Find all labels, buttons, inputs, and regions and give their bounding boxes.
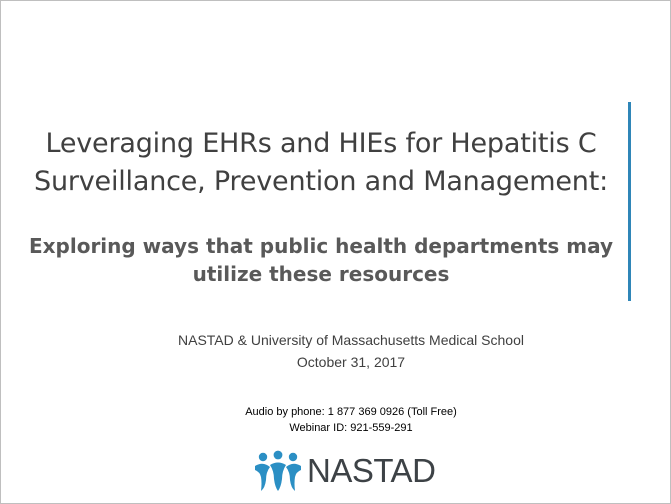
- people-group-icon: [253, 450, 303, 492]
- presentation-date: October 31, 2017: [296, 354, 406, 370]
- audio-phone-info: Audio by phone: 1 877 369 0926 (Toll Free): [245, 406, 457, 418]
- slide-subtitle: [21, 232, 621, 288]
- subtitle-line-2: utilize these resources: [192, 262, 450, 286]
- logo-text: NASTAD: [307, 452, 436, 489]
- presenter-organizations: NASTAD & University of Massachusetts Medical School: [178, 332, 524, 348]
- nastad-logo: [253, 450, 435, 492]
- slide-title: [21, 125, 621, 201]
- title-line-1: Leveraging EHRs and HIEs for Hepatitis C: [45, 128, 597, 159]
- accent-bar: [628, 102, 631, 301]
- subtitle-line-1: Exploring ways that public health departments may: [28, 234, 614, 258]
- webinar-id-info: Webinar ID: 921-559-291: [289, 422, 413, 434]
- title-line-2: Surveillance, Prevention and Management:: [34, 166, 608, 197]
